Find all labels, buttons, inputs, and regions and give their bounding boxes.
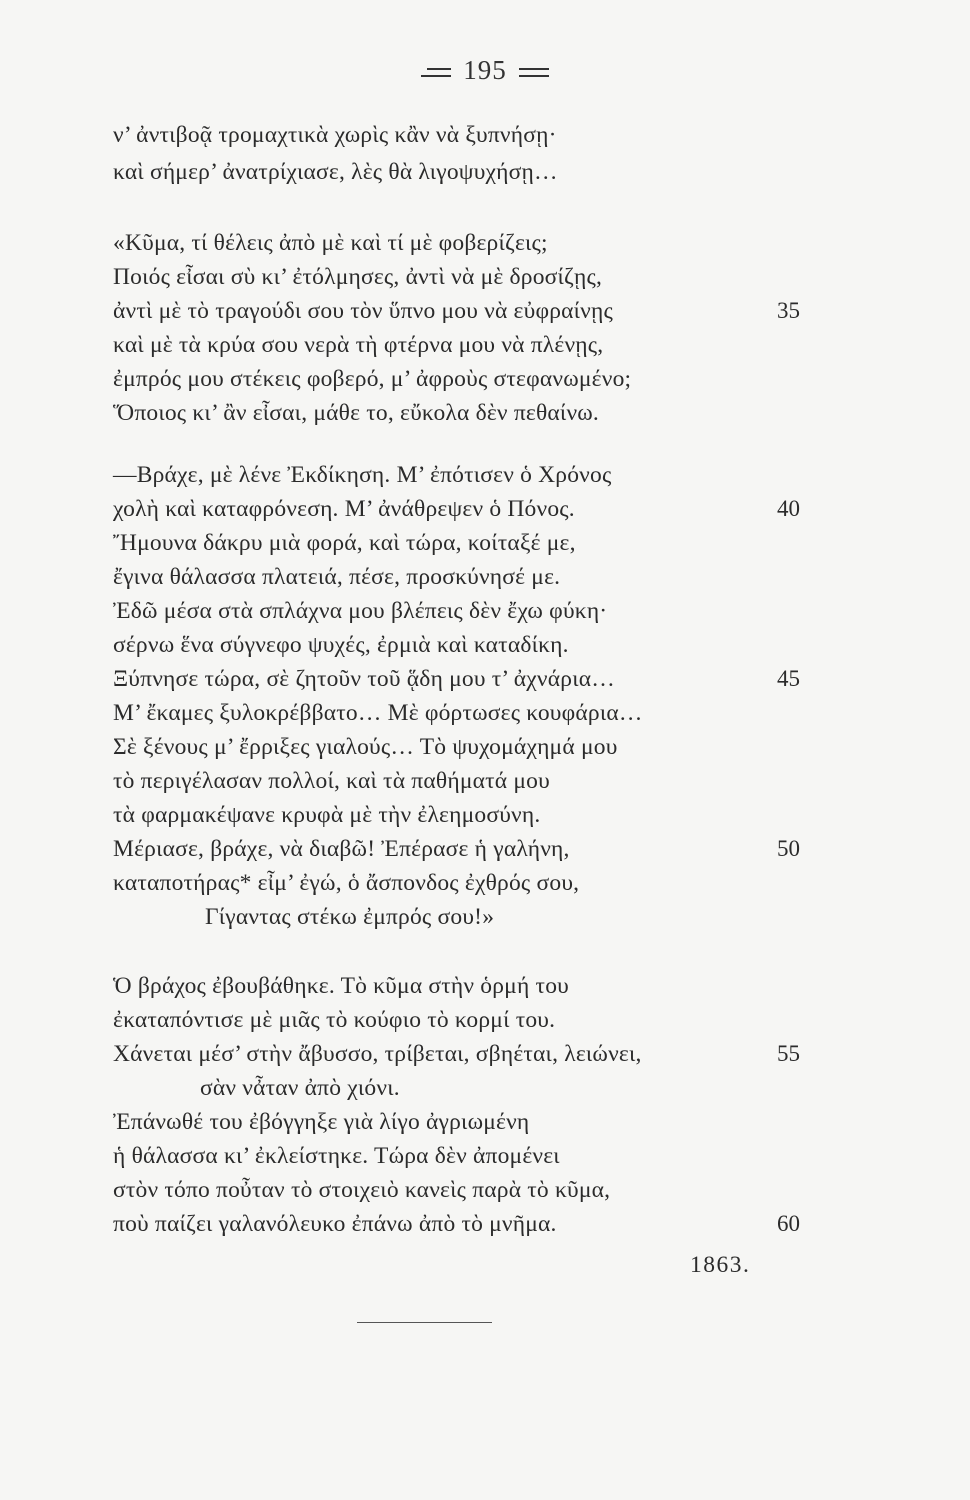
poem-line: Ἤμουνα δάκρυ μιὰ φορά, καὶ τώρα, κοίταξέ με, <box>113 530 576 556</box>
line-number: 60 <box>777 1211 800 1236</box>
poem-line: ν’ ἀντιβοᾷ τρομαχτικὰ χωρὶς κἂν νὰ ξυπνήσῃ· <box>113 122 557 148</box>
left-ornament <box>421 66 451 80</box>
poem-line: Σὲ ξένους μ’ ἔρριξες γιαλούς… Τὸ ψυχομάχημά μου <box>113 734 618 760</box>
line-number: 45 <box>777 666 800 691</box>
poem-line: ἔγινα θάλασσα πλατειά, πέσε, προσκύνησέ με. <box>113 564 561 590</box>
poem-line: Ἐπάνωθέ του ἐβόγγηξε γιὰ λίγο ἀγριωμένη <box>113 1109 530 1135</box>
poem-line: τὸ περιγέλασαν πολλοί, καὶ τὰ παθήματά μου <box>113 768 550 794</box>
poem-line: χολὴ καὶ καταφρόνεση. Μ’ ἀνάθρεψεν ὁ Πόνος. <box>113 496 575 522</box>
poem-line: ἐμπρός μου στέκεις φοβερό, μ’ ἀφροὺς στεφανωμένο; <box>113 366 632 392</box>
poem-line: τὰ φαρμακέψανε κρυφὰ μὲ τὴν ἐλεημοσύνη. <box>113 802 541 828</box>
line-number: 55 <box>777 1041 800 1066</box>
poem-line: Ὅποιος κι’ ἂν εἶσαι, μάθε το, εὔκολα δὲν πεθαίνω. <box>113 400 600 426</box>
page-number: 195 <box>463 55 507 85</box>
poem-line: καὶ σήμερ’ ἀνατρίχιασε, λὲς θὰ λιγοψυχήσῃ… <box>113 159 558 185</box>
poem-line: καὶ μὲ τὰ κρύα σου νερὰ τὴ φτέρνα μου νὰ πλένῃς, <box>113 332 604 358</box>
right-ornament <box>519 66 549 80</box>
poem-line: Ἐδῶ μέσα στὰ σπλάχνα μου βλέπεις δὲν ἔχω φύκη· <box>113 598 608 624</box>
poem-line: σὰν νἆταν ἀπὸ χιόνι. <box>200 1075 400 1101</box>
poem-line: Μ’ ἔκαμες ξυλοκρέββατο… Μὲ φόρτωσες κουφάρια… <box>113 700 643 726</box>
poem-line: στὸν τόπο ποὖταν τὸ στοιχειὸ κανεὶς παρὰ τὸ κῦμα, <box>113 1177 611 1203</box>
line-number: 35 <box>777 298 800 323</box>
line-number: 50 <box>777 836 800 861</box>
poem-line: Ξύπνησε τώρα, σὲ ζητοῦν τοῦ ᾅδη μου τ’ ἀχνάρια… <box>113 666 615 692</box>
poem-line: σέρνω ἕνα σύγνεφο ψυχές, ἐρμιὰ καὶ καταδίκη. <box>113 632 569 658</box>
poem-line: ἐκαταπόντισε μὲ μιᾶς τὸ κούφιο τὸ κορμί του. <box>113 1007 556 1033</box>
footnote-divider <box>357 1322 492 1323</box>
poem-line: ἡ θάλασσα κι’ ἐκλείστηκε. Τώρα δὲν ἀπομένει <box>113 1143 560 1169</box>
poem-line: Ὁ βράχος ἐβουβάθηκε. Τὸ κῦμα στὴν ὁρμή του <box>113 973 569 999</box>
page-header <box>0 55 970 86</box>
poem-date: 1863. <box>690 1252 751 1278</box>
poem-line: ἀντὶ μὲ τὸ τραγούδι σου τὸν ὕπνο μου νὰ εὐφραίνῃς <box>113 298 614 324</box>
poem-line: καταποτήρας* εἶμ’ ἐγώ, ὁ ἄσπονδος ἐχθρός σου, <box>113 870 580 896</box>
poem-line: ποὺ παίζει γαλανόλευκο ἐπάνω ἀπὸ τὸ μνῆμα. <box>113 1211 557 1237</box>
line-number: 40 <box>777 496 800 521</box>
poem-line: «Κῦμα, τί θέλεις ἀπὸ μὲ καὶ τί μὲ φοβερίζεις; <box>113 230 548 256</box>
poem-line: Ποιός εἶσαι σὺ κι’ ἐτόλμησες, ἀντὶ νὰ μὲ δροσίζῃς, <box>113 264 603 290</box>
poem-line: —Βράχε, μὲ λένε Ἐκδίκηση. Μ’ ἐπότισεν ὁ Χρόνος <box>113 462 612 488</box>
poem-line: Γίγαντας στέκω ἐμπρός σου!» <box>205 904 495 930</box>
poem-line: Χάνεται μέσ’ στὴν ἄβυσσο, τρίβεται, σβηέται, λειώνει, <box>113 1041 642 1067</box>
poem-line: Μέριασε, βράχε, νὰ διαβῶ! Ἐπέρασε ἡ γαλήνη, <box>113 836 570 862</box>
